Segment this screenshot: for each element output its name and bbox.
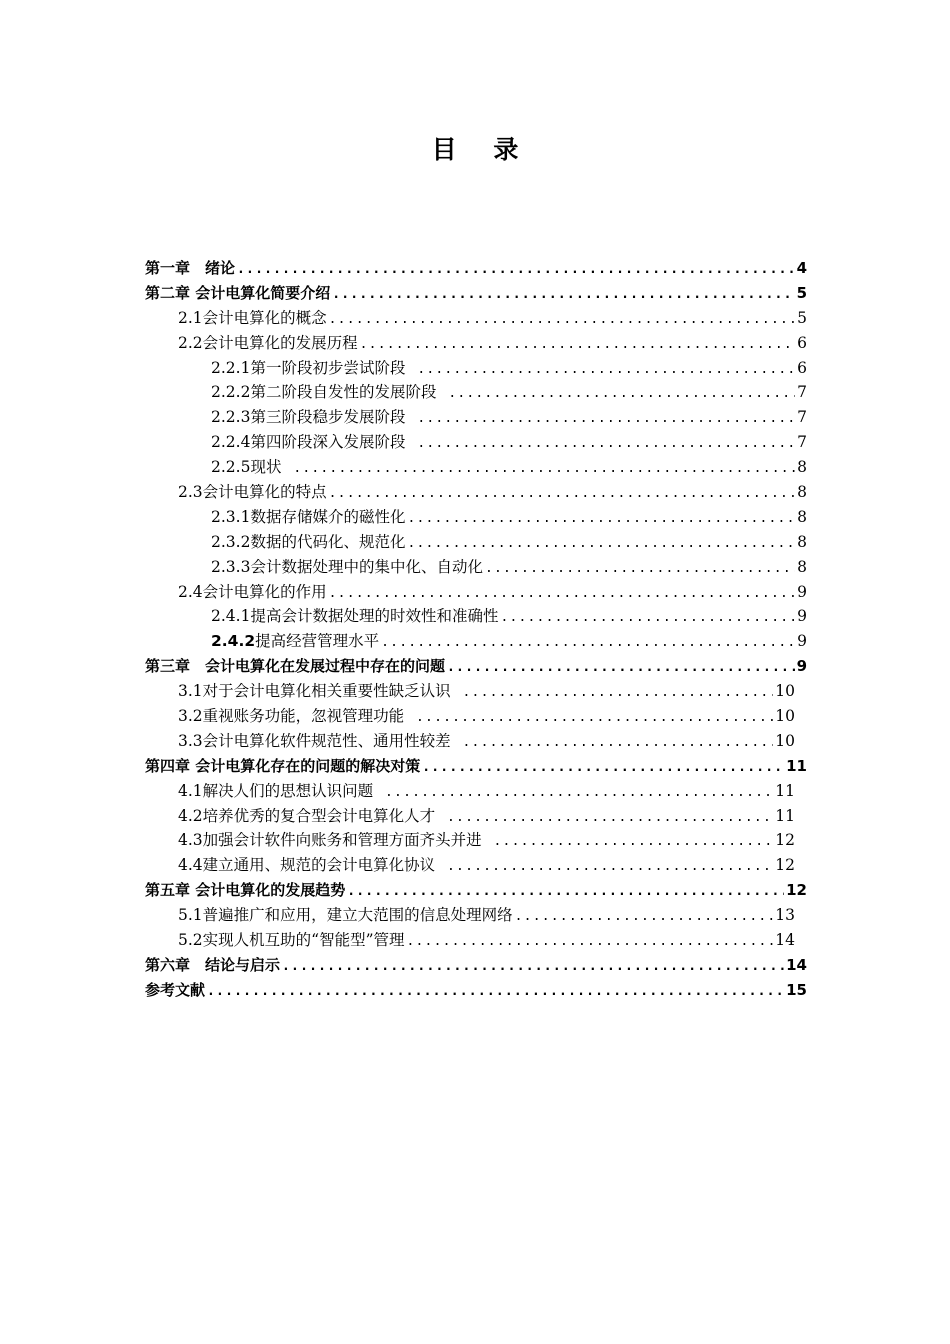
toc-entry[interactable] — [145, 555, 807, 580]
toc-entry[interactable] — [145, 754, 807, 779]
toc-entry-title: 2.4.1提高会计数据处理的时效性和准确性 — [211, 607, 499, 626]
toc-entry-title: 2.3.1数据存储媒介的磁性化 — [211, 507, 406, 526]
toc-entry[interactable] — [145, 505, 807, 530]
toc-entry-title: 2.2会计电算化的发展历程 — [178, 333, 358, 352]
toc-entry[interactable] — [145, 580, 807, 605]
toc-entry[interactable] — [145, 629, 807, 654]
toc-entry[interactable] — [145, 331, 807, 356]
toc-dot-leader — [417, 407, 795, 430]
toc-entry-title: 4.2培养优秀的复合型会计电算化人才 — [178, 806, 436, 825]
toc-entry[interactable] — [145, 804, 807, 829]
toc-page-number: 6 — [797, 358, 807, 377]
toc-entry[interactable] — [145, 729, 807, 754]
toc-page-number: 15 — [786, 980, 807, 999]
toc-entry-title: 3.3会计电算化软件规范性、通用性较差 — [178, 731, 451, 750]
toc-entry-gap — [451, 679, 461, 704]
toc-page-number: 11 — [775, 806, 795, 825]
toc-entry-gap — [281, 455, 291, 480]
toc-page-number: 9 — [797, 607, 807, 626]
toc-page-number: 8 — [797, 557, 807, 576]
toc-dot-leader — [347, 880, 784, 903]
toc-entry[interactable] — [145, 878, 807, 903]
toc-entry-title: 3.2重视账务功能，忽视管理功能 — [178, 707, 405, 726]
toc-entry-title: 4.1解决人们的思想认识问题 — [178, 781, 374, 800]
toc-entry-title: 2.2.5现状 — [211, 458, 282, 477]
toc-entry[interactable] — [145, 853, 807, 878]
toc-entry[interactable] — [145, 530, 807, 555]
toc-page-number: 7 — [797, 383, 807, 402]
toc-page-number: 6 — [797, 333, 807, 352]
toc-dot-leader — [407, 507, 795, 530]
toc-dot-leader — [407, 930, 774, 953]
toc-dot-leader — [417, 432, 795, 455]
toc-page-number: 9 — [797, 632, 807, 651]
toc-dot-leader — [416, 706, 773, 729]
toc-entry[interactable] — [145, 704, 807, 729]
toc-dot-leader — [329, 482, 795, 505]
toc-entry[interactable] — [145, 306, 807, 331]
toc-entry[interactable] — [145, 405, 807, 430]
toc-page-number: 10 — [775, 731, 795, 750]
toc-entry[interactable] — [145, 978, 807, 1003]
toc-page-number: 14 — [775, 931, 795, 950]
toc-entry-gap — [405, 430, 415, 455]
toc-page-number: 7 — [797, 433, 807, 452]
toc-entry-title: 第一章 绪论 — [145, 259, 236, 277]
toc-dot-leader — [422, 756, 784, 779]
toc-entry-gap — [373, 779, 383, 804]
toc-entry[interactable] — [145, 604, 807, 629]
toc-dot-leader — [332, 283, 794, 306]
toc-dot-leader — [282, 955, 784, 978]
toc-entry-title: 2.3.3会计数据处理中的集中化、自动化 — [211, 557, 483, 576]
toc-dot-leader — [500, 606, 795, 629]
toc-dot-leader — [494, 830, 774, 853]
toc-dot-leader — [447, 806, 773, 829]
toc-dot-leader — [360, 333, 795, 356]
toc-entry-gap — [405, 356, 415, 381]
toc-dot-leader — [515, 905, 774, 928]
toc-entry-title: 4.4建立通用、规范的会计电算化协议 — [178, 856, 436, 875]
toc-entry-title: 2.1会计电算化的概念 — [178, 308, 327, 327]
toc-entry-title: 第六章 结论与启示 — [145, 955, 281, 974]
toc-entry[interactable] — [145, 953, 807, 978]
toc-entry-gap — [404, 704, 414, 729]
toc-entry-gap — [405, 405, 415, 430]
toc-entry-gap — [435, 804, 445, 829]
toc-entry-title: 2.3.2数据的代码化、规范化 — [211, 532, 406, 551]
toc-entry-title: 3.1对于会计电算化相关重要性缺乏认识 — [178, 682, 451, 701]
toc-page-number: 8 — [797, 507, 807, 526]
toc-entry[interactable] — [145, 903, 807, 928]
toc-entry-gap — [436, 380, 446, 405]
toc-entry[interactable] — [145, 430, 807, 455]
toc-entry[interactable] — [145, 828, 807, 853]
toc-dot-leader — [485, 557, 795, 580]
toc-entry-title: 2.2.2第二阶段自发性的发展阶段 — [211, 383, 437, 402]
toc-dot-leader — [385, 781, 773, 804]
toc-dot-leader — [463, 731, 774, 754]
toc-page-number: 5 — [797, 308, 807, 327]
toc-dot-leader — [417, 358, 795, 381]
toc-page-number: 14 — [786, 955, 807, 974]
toc-entry[interactable] — [145, 380, 807, 405]
toc-page-number: 8 — [797, 483, 807, 502]
toc-entry-title: 第三章 会计电算化在发展过程中存在的问题 — [145, 657, 446, 676]
toc-page-number: 12 — [775, 856, 795, 875]
toc-entry-title: 2.4会计电算化的作用 — [178, 582, 327, 601]
toc-page-number: 7 — [797, 408, 807, 427]
toc-entry[interactable] — [145, 455, 807, 480]
toc-dot-leader — [293, 457, 795, 480]
toc-entry-title: 参考文献 — [145, 980, 206, 999]
toc-page-number: 9 — [797, 582, 807, 601]
toc-page-number: 10 — [775, 707, 795, 726]
toc-entry-label: 提高经营管理水平 — [255, 632, 380, 651]
toc-dot-leader — [329, 308, 795, 331]
toc-page-number: 12 — [786, 881, 807, 900]
toc-entry-number: 2.4.2 — [211, 632, 256, 651]
toc-entry-title: 2.3会计电算化的特点 — [178, 483, 327, 502]
toc-entry-title — [211, 629, 379, 654]
toc-entry-title: 5.1普遍推广和应用，建立大范围的信息处理网络 — [178, 906, 513, 925]
toc-list — [145, 256, 807, 1003]
toc-dot-leader — [407, 532, 795, 555]
toc-page-number: 13 — [775, 906, 795, 925]
toc-entry-gap — [435, 853, 445, 878]
toc-page-number: 5 — [796, 283, 807, 302]
toc-entry-gap — [451, 729, 461, 754]
toc-dot-leader — [448, 382, 795, 405]
toc-dot-leader — [237, 258, 795, 281]
toc-entry[interactable] — [145, 654, 807, 679]
toc-title: 目 录 — [431, 135, 533, 164]
toc-entry[interactable] — [145, 356, 807, 381]
toc-page-number: 11 — [775, 781, 795, 800]
toc-entry-gap — [482, 828, 492, 853]
toc-entry-title: 2.2.1第一阶段初步尝试阶段 — [211, 358, 406, 377]
toc-page-number: 11 — [786, 756, 807, 775]
toc-page-number: 4 — [796, 259, 807, 277]
toc-entry-title: 第二章 会计电算化简要介绍 — [145, 283, 331, 302]
toc-entry-title: 5.2实现人机互助的“智能型”管理 — [178, 931, 405, 950]
toc-dot-leader — [381, 631, 795, 654]
toc-page-number: 8 — [797, 458, 807, 477]
toc-entry[interactable] — [145, 256, 807, 281]
toc-dot-leader — [447, 855, 773, 878]
toc-dot-leader — [329, 582, 795, 605]
toc-page-number: 10 — [775, 682, 795, 701]
toc-page-number: 9 — [796, 657, 807, 676]
toc-entry[interactable] — [145, 928, 807, 953]
toc-entry[interactable] — [145, 480, 807, 505]
toc-entry-title: 第五章 会计电算化的发展趋势 — [145, 881, 346, 900]
toc-entry[interactable] — [145, 281, 807, 306]
toc-entry[interactable] — [145, 679, 807, 704]
toc-entry[interactable] — [145, 779, 807, 804]
toc-entry-title: 2.2.4第四阶段深入发展阶段 — [211, 433, 406, 452]
toc-entry-title: 4.3加强会计软件向账务和管理方面齐头并进 — [178, 831, 482, 850]
toc-page-number: 8 — [797, 532, 807, 551]
toc-dot-leader — [447, 656, 795, 679]
toc-page-number: 12 — [775, 831, 795, 850]
toc-entry-title: 第四章 会计电算化存在的问题的解决对策 — [145, 756, 421, 775]
toc-entry-title: 2.2.3第三阶段稳步发展阶段 — [211, 408, 406, 427]
toc-dot-leader — [207, 980, 784, 1003]
toc-dot-leader — [463, 681, 774, 704]
